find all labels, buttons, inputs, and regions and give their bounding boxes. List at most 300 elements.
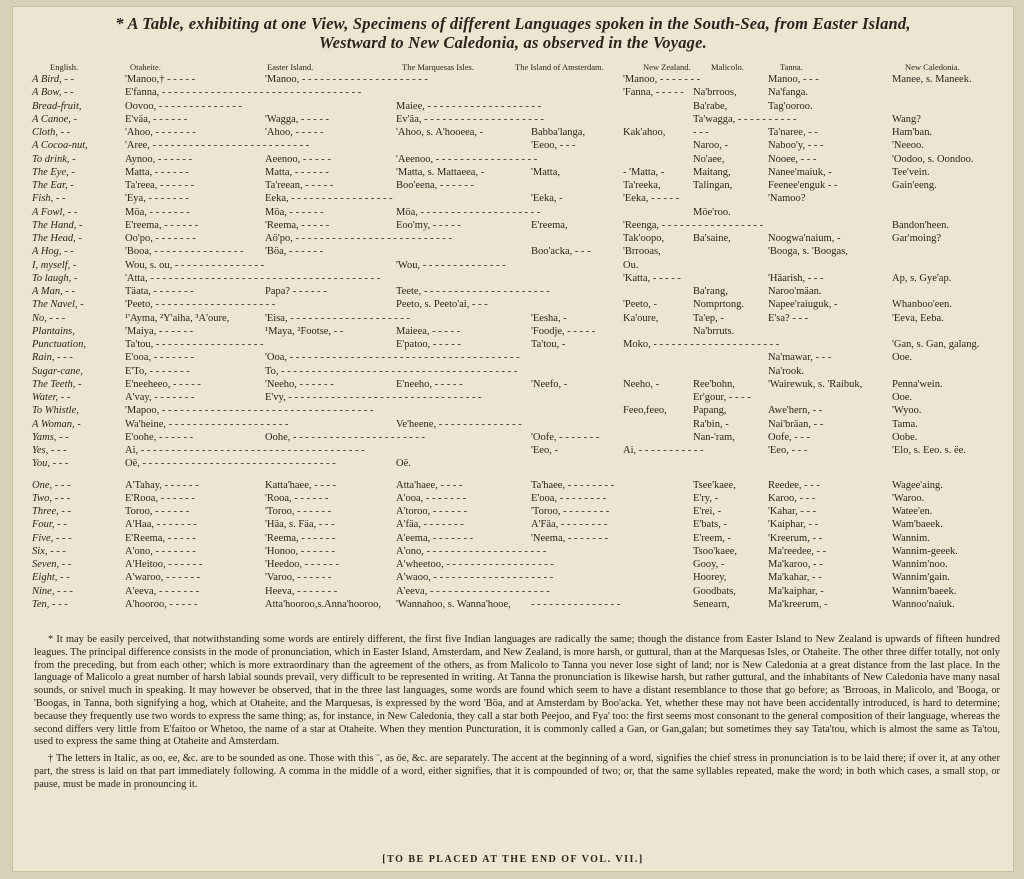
translation-cell: E'reema,	[531, 219, 568, 231]
table-row	[12, 545, 1014, 558]
translation-cell: Ka'oure,	[623, 312, 659, 324]
translation-cell: Oë, - - - - - - - - - - - - - - - - - - - - - - - - - - - - - - - -	[125, 458, 336, 470]
english-word: Yes, - - -	[32, 445, 67, 456]
translation-cell: 'Oodoo, s. Oondoo.	[892, 153, 974, 165]
translation-cell: E'patoo, - - - - -	[396, 339, 461, 350]
translation-cell: E'Rooa, - - - - - -	[125, 492, 195, 504]
translation-cell: 'Wannahoo, s. Wanna'hooe,	[396, 598, 511, 610]
translation-cell: Nomprtong.	[693, 299, 745, 311]
translation-cell: E'väa, - - - - - -	[125, 113, 188, 125]
translation-cell: 'Foodje, - - - - -	[531, 325, 596, 337]
translation-cell: 'Aeenoo, - - - - - - - - - - - - - - - - -	[396, 153, 538, 165]
table-row	[12, 444, 1014, 457]
translation-cell: Wannim-geeek.	[892, 545, 958, 557]
table-row	[12, 179, 1014, 192]
translation-cell: Ap, s. Gye'ap.	[892, 272, 952, 284]
table-row	[12, 365, 1014, 378]
english-word: One, - - -	[32, 479, 71, 491]
english-word: Nine, - - -	[32, 585, 73, 597]
english-word: The Eye, -	[32, 166, 75, 178]
translation-cell: A'hooroo, - - - - -	[125, 598, 198, 610]
table-row	[12, 126, 1014, 139]
english-word: A Hog, - -	[32, 246, 74, 258]
translation-cell: Naroo, -	[693, 140, 728, 152]
translation-cell: Ma'kaiphar, -	[768, 585, 824, 597]
title-line-1: * A Table, exhibiting at one View, Specimens of different Languages spoken in the South-Sea, from Easter Island,	[115, 14, 911, 33]
table-row	[12, 391, 1014, 404]
translation-cell: E'rei, -	[693, 506, 722, 517]
table-row	[12, 139, 1014, 152]
english-word: Six, - - -	[32, 545, 66, 557]
table-row	[12, 219, 1014, 232]
translation-cell: To, - - - - - - - - - - - - - - - - - - - - - - - - - - - - - - - - - - - - - - -	[265, 365, 518, 377]
translation-cell: 'Neeoo.	[892, 140, 924, 152]
english-word: Seven, - -	[32, 559, 72, 570]
translation-cell: E'ooa, - - - - - - - -	[531, 492, 607, 504]
english-word: You, - - -	[32, 458, 69, 470]
table-row	[12, 518, 1014, 531]
translation-cell: 'Maiya, - - - - - -	[125, 325, 194, 337]
translation-cell: Ta'reea, - - - - - -	[125, 180, 195, 191]
translation-cell: 'Katta, - - - - -	[623, 272, 681, 284]
translation-cell: Boo'eena, - - - - - -	[396, 180, 474, 191]
translation-cell: Boo'acka, - - -	[531, 246, 591, 258]
translation-cell: E'reema, - - - - - -	[125, 219, 199, 231]
translation-cell: Tama.	[892, 418, 918, 430]
translation-cell: 'Eeva, Eeba.	[892, 312, 944, 324]
translation-cell: Oo'po, - - - - - - -	[125, 233, 196, 244]
translation-cell: Ma'kreerum, -	[768, 598, 828, 610]
translation-cell: Neeho, -	[623, 378, 660, 390]
english-word: Fish, - -	[32, 193, 66, 205]
translation-cell: 'Eesha, -	[531, 312, 567, 324]
table-row	[12, 338, 1014, 351]
translation-cell: 'Kaiphar, - -	[768, 519, 819, 531]
english-word: Plantains,	[32, 325, 75, 337]
translation-cell: Gar'moing?	[892, 233, 942, 244]
translation-cell: Oovoo, - - - - - - - - - - - - - -	[125, 100, 242, 112]
translation-cell: Papa? - - - - - -	[265, 286, 327, 297]
translation-cell: Maieea, - - - - -	[396, 325, 461, 337]
translation-cell: Wa'heine, - - - - - - - - - - - - - - - - - - - -	[125, 418, 289, 430]
translation-cell: A'waoo, - - - - - - - - - - - - - - - - - - - -	[396, 572, 554, 584]
translation-cell: Ba'rang,	[693, 286, 728, 297]
translation-cell: E'fanna, - - - - - - - - - - - - - - - - - - - - - - - - - - - - - - - - -	[125, 87, 362, 99]
translation-cell: 'Eeka, -	[531, 193, 563, 205]
translation-cell: A'Fäa, - - - - - - - -	[531, 519, 608, 531]
english-word: A Cocoa-nut,	[32, 140, 88, 152]
translation-cell: A'wheetoo, - - - - - - - - - - - - - - - - - -	[396, 559, 554, 570]
translation-cell: 'Wou, - - - - - - - - - - - - - -	[396, 259, 506, 271]
translation-cell: Möa, - - - - - - - - - - - - - - - - - - - -	[396, 206, 541, 218]
translation-cell: Matta, - - - - - -	[265, 166, 329, 178]
footnote-star: * It may be easily perceived, that notwithstanding some words are entirely different, the first five Indian languages are radically the same; though the distance from Easter Island to New Zealand is upwards of fifteen hundred leagues. The principal difference consists in the mode of pronunciation, which in Easter Island, Amsterdam, and New Zealand, is more harsh, or guttural, than at the Marquesas Isles, or Otaheite. The other three differ totally, not only from the preceding, but from each other; which is more extraordinary than the agreement of the others, as from Malicolo to Tanna you never lose sight of land; nor is New Caledonia at a great distance from the last place. In the language of Malicolo a great number of harsh labial sounds prevail, very difficult to be represented in writing. At Tanna the pronunciation is likewise harsh, but rather guttural, and the inhabitants of New Caledonia have many nasal sounds, or snivel much in speaking. It may however be observed, that in the three last languages, some words are found which seem to have a distant resemblance to those that go before; as 'Brrooas, in Malicolo, and 'Booga, or 'Boogas, in Tanna, both signifying a hog, which at Otaheite, and the Marquesas, is expressed by the word 'Böa, and at Amsterdam by Boo'acka. Yet, whether these may not have been accidentally introduced, is hard to determine; because they frequently use two words to express the same thing; as, for instance, in New Caledonia, they call a star both Peejoo, and Fya' too: the first seems most consonant to the general composition of their language, whereas the second differs very little from E'faitoo or Whetoo, the name of a star at Otaheite. When they mention Puncturation, it is commonly called a Gan, or Gan,galan; but sometimes they say Tata'tou, which is almost the same as Ta'tou, used to express the same thing at Otaheite and Amsterdam.	[34, 634, 1000, 748]
translation-cell: 'Matta, s. Mattaeea, -	[396, 166, 485, 178]
translation-cell: 'Ooa, - - - - - - - - - - - - - - - - - - - - - - - - - - - - - - - - - - - - - -	[265, 352, 520, 364]
translation-cell: Naboo'y, - - -	[768, 140, 824, 152]
translation-cell: Feeo,feeo,	[623, 405, 667, 417]
english-word: The Navel, -	[32, 299, 84, 311]
translation-cell: Senearn,	[693, 598, 730, 610]
translation-cell: Wannim'noo.	[892, 559, 948, 570]
table-row	[12, 571, 1014, 584]
english-word: Three, - -	[32, 506, 71, 517]
translation-cell: 'Oofe, - - - - - - -	[531, 431, 600, 443]
column-header: The Marquesas Isles.	[402, 62, 474, 72]
footnotes	[34, 634, 1000, 796]
translation-cell: 'Toroo, - - - - - -	[265, 506, 332, 517]
translation-cell: A'Tahay, - - - - - -	[125, 479, 199, 491]
translation-cell: 'Eeka, - - - - -	[623, 193, 680, 205]
translation-cell: ¹'Ayma, ²Y'aiha, ³A'oure,	[125, 312, 230, 324]
column-header: Easter Island.	[267, 62, 314, 72]
english-word: To drink, -	[32, 153, 76, 165]
table-row	[12, 259, 1014, 272]
translation-cell: Atta'hooroo,s.Anna'hooroo,	[265, 598, 382, 610]
table-row	[12, 192, 1014, 205]
translation-cell: E'neeho, - - - - -	[396, 378, 463, 390]
english-word: A Woman, -	[32, 418, 81, 430]
translation-cell: Ta'haee, - - - - - - - -	[531, 479, 615, 491]
english-word: Five, - - -	[32, 532, 72, 544]
translation-cell: Maitang,	[693, 166, 731, 178]
translation-cell: No'aee,	[693, 153, 725, 165]
english-word: The Ear, -	[32, 180, 74, 191]
translation-cell: Ta'tou, -	[531, 339, 566, 350]
translation-cell: 'Kreerum, - -	[768, 532, 823, 544]
translation-cell: A'ooa, - - - - - - -	[396, 492, 467, 504]
translation-cell: Karoo, - - -	[768, 492, 816, 504]
translation-cell: E'sa? - - -	[768, 312, 809, 324]
english-word: A Man, - -	[32, 286, 75, 297]
translation-cell: 'Neefo, -	[531, 378, 568, 390]
translation-cell: Ta'tou, - - - - - - - - - - - - - - - - - -	[125, 339, 264, 350]
column-header: Malicolo.	[711, 62, 744, 72]
english-word: Two, - - -	[32, 492, 71, 504]
translation-cell: Penna'wein.	[892, 378, 943, 390]
english-word: Sugar-cane,	[32, 365, 83, 377]
translation-cell: 'Booa, - - - - - - - - - - - - - - -	[125, 246, 244, 258]
translation-cell: Goodbats,	[693, 585, 736, 597]
translation-cell: Aynoo, - - - - - -	[125, 153, 192, 165]
footnote-dagger: † The letters in Italic, as oo, ee, &c. are to be sounded as one. Those with this ¨, as öe, &c. are separately. The accent at the beginning of a word, signifies the chief stress in pronunciation is to be laid there; if over it, at any other part, the stress is laid on that part immediately following. A comma in the middle of a word, either signifies, that it is compounded of two; or, that the same syllables repeated, make the word; in both which cases, a small stop, or pause, must be made in pronouncing it.	[34, 753, 1000, 790]
translation-cell: Nooee, - - -	[768, 153, 817, 165]
translation-cell: 'Gan, s. Gan, galang.	[892, 339, 980, 350]
translation-cell: Tak'oopo,	[623, 233, 665, 244]
table-row	[12, 505, 1014, 518]
translation-cell: Gooy, -	[693, 559, 725, 570]
translation-cell: Maiee, - - - - - - - - - - - - - - - - - - -	[396, 100, 542, 112]
translation-cell: Ma'karoo, - -	[768, 559, 823, 570]
table-row	[12, 113, 1014, 126]
translation-cell: 'Manoo,† - - - - -	[125, 74, 196, 85]
translation-cell: Talingan,	[693, 180, 733, 191]
translation-cell: Feenee'enguk - -	[768, 180, 838, 191]
translation-cell: 'Eeo, - - -	[768, 445, 808, 456]
translation-cell: Teete, - - - - - - - - - - - - - - - - - - - - -	[396, 286, 550, 297]
translation-cell: 'Eeoo, - - -	[531, 140, 576, 152]
translation-cell: Möe'roo.	[693, 206, 731, 218]
translation-cell: Babba'langa,	[531, 127, 586, 138]
translation-cell: Oë.	[396, 458, 411, 470]
table-row	[12, 298, 1014, 311]
english-word: Rain, - - -	[32, 352, 73, 364]
table-row	[12, 312, 1014, 325]
translation-cell: Naroo'mäan.	[768, 286, 822, 297]
translation-cell: 'Manoo, - - - - - - -	[623, 74, 701, 85]
translation-cell: 'Peeto, -	[623, 299, 657, 311]
english-word: I, myself, -	[32, 259, 77, 271]
document-page	[12, 6, 1014, 872]
translation-cell: 'Häa, s. Fäa, - - -	[265, 519, 335, 531]
translation-cell: 'Namoo?	[768, 193, 806, 205]
english-word: Eight, - -	[32, 572, 70, 584]
english-word: Yams, - -	[32, 431, 69, 443]
table-row	[12, 418, 1014, 431]
english-word: A Canoe, -	[32, 113, 78, 125]
translation-cell: 'Elo, s. Eeo. s. ëe.	[892, 445, 966, 456]
translation-cell: Hoorey,	[693, 572, 727, 584]
translation-cell: Atta'haee, - - - -	[396, 479, 463, 491]
translation-cell: Wannim.	[892, 532, 930, 544]
table-row	[12, 351, 1014, 364]
translation-cell: Nanee'maiuk, -	[768, 166, 832, 178]
translation-cell: Ev'äa, - - - - - - - - - - - - - - - - - - - -	[396, 113, 544, 125]
translation-cell: 'Eeo, -	[531, 445, 558, 456]
translation-cell: Ta'reeka,	[623, 180, 661, 191]
translation-cell: 'Ahoo, - - - - -	[265, 127, 324, 138]
translation-cell: - - - - - - - - - - - - - - -	[531, 598, 621, 610]
page-title	[12, 14, 1014, 52]
translation-cell: A'ono, - - - - - - -	[125, 545, 196, 557]
translation-cell: Ma'kahar, - -	[768, 572, 822, 584]
translation-cell: Tsee'kaee,	[693, 479, 736, 491]
english-word: Punctuation,	[32, 339, 86, 350]
column-header: New Zealand.	[643, 62, 691, 72]
translation-cell: Na'rook.	[768, 365, 805, 377]
english-word: To Whistle,	[32, 405, 79, 417]
translation-cell: 'Fanna, - - - - -	[623, 87, 684, 99]
translation-cell: Reedee, - - -	[768, 479, 820, 491]
table-row	[12, 457, 1014, 470]
table-row	[12, 232, 1014, 245]
translation-cell: Na'fanga.	[768, 87, 809, 99]
english-word: Cloth, - -	[32, 127, 71, 138]
translation-cell: Ta'wagga, - - - - - - - - - -	[693, 113, 797, 125]
translation-cell: Manoo, - - -	[768, 74, 819, 85]
translation-cell: Oofe, - - -	[768, 431, 810, 443]
translation-cell: Ai, - - - - - - - - - - - - - - - - - - - - - - - - - - - - - - - - - - - - -	[125, 445, 365, 456]
translation-cell: Watee'en.	[892, 506, 933, 517]
english-word: Bread-fruit,	[32, 100, 82, 112]
translation-cell: - 'Matta, -	[623, 166, 665, 178]
translation-cell: A'eema, - - - - - - -	[396, 532, 474, 544]
table-row	[12, 492, 1014, 505]
translation-cell: 'Honoo, - - - - - -	[265, 545, 335, 557]
translation-cell: Tee'vein.	[892, 166, 930, 178]
translation-cell: E'neeheeo, - - - - -	[125, 378, 201, 390]
translation-cell: Na'brroos,	[693, 87, 737, 99]
translation-cell: Awe'hern, - -	[768, 405, 823, 417]
column-header: Tanna.	[780, 62, 803, 72]
translation-cell: A'Haa, - - - - - - -	[125, 519, 197, 531]
translation-cell: 'Mapoo, - - - - - - - - - - - - - - - - - - - - - - - - - - - - - - - - - - -	[125, 405, 374, 417]
translation-cell: E'reem, -	[693, 532, 732, 544]
translation-cell: Na'brruts.	[693, 325, 735, 337]
translation-cell: Ta'naree, - -	[768, 127, 818, 138]
column-header: The Island of Amsterdam.	[515, 62, 604, 72]
translation-cell: 'Reema, - - - - - -	[265, 532, 336, 544]
english-word: The Head, -	[32, 233, 82, 244]
translation-cell: Ve'heene, - - - - - - - - - - - - - -	[396, 418, 522, 430]
table-row	[12, 479, 1014, 492]
translation-cell: E'vy, - - - - - - - - - - - - - - - - - - - - - - - - - - - - - - - -	[265, 392, 482, 403]
title-line-2: Westward to New Caledonia, as observed in the Voyage.	[319, 33, 707, 52]
translation-cell: 'Reema, - - - - -	[265, 219, 330, 231]
translation-cell: E'bats, -	[693, 519, 727, 531]
translation-cell: Eoo'my, - - - - -	[396, 219, 461, 231]
translation-cell: Ou.	[623, 259, 639, 271]
english-word: To laugh, -	[32, 272, 78, 284]
translation-cell: Ta'reean, - - - - -	[265, 180, 334, 191]
translation-cell: 'Atta, - - - - - - - - - - - - - - - - - - - - - - - - - - - - - - - - - - - - - -	[125, 272, 381, 284]
translation-cell: Aö'po, - - - - - - - - - - - - - - - - - - - - - - - - - -	[265, 233, 453, 244]
placement-note: [TO BE PLACED AT THE END OF VOL. VII.]	[382, 854, 644, 865]
translation-cell: Wannim'baeek.	[892, 585, 957, 597]
translation-cell: Nai'bräan, - -	[768, 418, 824, 430]
english-word: A Fowl, - -	[32, 206, 78, 218]
translation-cell: Ham'ban.	[892, 127, 933, 138]
translation-cell: Wannim'gain.	[892, 572, 950, 584]
table-row	[12, 86, 1014, 99]
translation-cell: Noogwa'naium, -	[768, 233, 841, 244]
translation-cell: 'Wagga, - - - - -	[265, 113, 330, 125]
translation-cell: Whanboo'een.	[892, 299, 952, 311]
translation-cell: Wam'baeek.	[892, 519, 943, 531]
translation-cell: Ooe.	[892, 352, 913, 364]
table-row	[12, 245, 1014, 258]
english-word: Water, - -	[32, 392, 71, 403]
translation-cell: Moko, - - - - - - - - - - - - - - - - - - - - -	[623, 339, 780, 350]
english-word: Ten, - - -	[32, 598, 68, 610]
table-row	[12, 404, 1014, 417]
translation-cell: 'Böa, - - - - - -	[265, 246, 324, 258]
translation-cell: Er'gour, - - - -	[693, 392, 751, 403]
translation-cell: 'Wyoo.	[892, 405, 922, 417]
translation-cell: 'Matta,	[531, 166, 561, 178]
table-row	[12, 325, 1014, 338]
table-row	[12, 558, 1014, 571]
column-header: Otaheite.	[130, 62, 161, 72]
translation-cell: Ai, - - - - - - - - - - -	[623, 445, 704, 456]
table-row	[12, 598, 1014, 611]
translation-cell: A'toroo, - - - - - -	[396, 506, 467, 517]
translation-cell: Ree'bohn,	[693, 378, 735, 390]
translation-cell: Ba'rabe,	[693, 100, 728, 112]
translation-cell: Katta'haee, - - - -	[265, 479, 336, 491]
table-row	[12, 431, 1014, 444]
translation-cell: 'Neeho, - - - - - -	[265, 378, 334, 390]
translation-cell: Na'mawar, - - -	[768, 352, 832, 364]
table-row	[12, 153, 1014, 166]
english-word: The Teeth, -	[32, 378, 82, 390]
translation-cell: 'Neema, - - - - - - -	[531, 532, 609, 544]
translation-cell: Papang,	[693, 405, 727, 417]
translation-cell: Napee'raiuguk, -	[768, 299, 838, 311]
translation-cell: A'waroo, - - - - - -	[125, 572, 201, 584]
translation-cell: A'fäa, - - - - - - -	[396, 519, 464, 531]
translation-cell: A'eeva, - - - - - - -	[125, 585, 200, 597]
english-word: A Bird, - -	[32, 74, 74, 85]
translation-cell: Oohe, - - - - - - - - - - - - - - - - - - - - - -	[265, 431, 426, 443]
translation-cell: A'eeva, - - - - - - - - - - - - - - - - - - - -	[396, 585, 550, 597]
translation-cell: E'Reema, - - - - -	[125, 532, 196, 544]
translation-cell: E'ooa, - - - - - - -	[125, 352, 194, 364]
table-row	[12, 206, 1014, 219]
translation-cell: 'Wairewuk, s. 'Raibuk,	[768, 378, 863, 390]
english-word: A Bow, - -	[32, 87, 74, 99]
table-row	[12, 73, 1014, 86]
translation-cell: A'Heitoo, - - - - - -	[125, 559, 203, 570]
translation-cell: Täata, - - - - - - -	[125, 286, 194, 297]
translation-cell: Eeka, - - - - - - - - - - - - - - - - -	[265, 193, 393, 205]
translation-cell: 'Waroo.	[892, 492, 925, 504]
english-word: Four, - -	[32, 519, 67, 531]
table-row	[12, 378, 1014, 391]
translation-cell: 'Varoo, - - - - - -	[265, 572, 332, 584]
translation-cell: Peeto, s. Peeto'ai, - - -	[396, 299, 488, 311]
english-word: No, - - -	[32, 312, 66, 324]
translation-cell: Kak'ahoo,	[623, 127, 666, 138]
translation-cell: ¹Maya, ²Footse, - -	[265, 325, 344, 337]
translation-cell: E'oohe, - - - - - -	[125, 431, 194, 443]
translation-cell: Ta'ep, -	[693, 312, 724, 324]
translation-cell: E'ry, -	[693, 492, 719, 504]
translation-cell: 'Peeto, - - - - - - - - - - - - - - - - - - - -	[125, 299, 276, 311]
translation-cell: Wagee'aing.	[892, 479, 943, 491]
translation-cell: Gain'eeng.	[892, 180, 937, 191]
translation-cell: 'Manoo, - - - - - - - - - - - - - - - - - - - - -	[265, 74, 428, 85]
english-word: The Hand, -	[32, 219, 83, 231]
table-row	[12, 285, 1014, 298]
translation-cell: Ooe.	[892, 392, 913, 403]
translation-cell: 'Eisa, - - - - - - - - - - - - - - - - - - - -	[265, 312, 411, 324]
translation-cell: Wou, s. ou, - - - - - - - - - - - - - - -	[125, 259, 265, 271]
translation-cell: Heeva, - - - - - - -	[265, 585, 338, 597]
table-row	[12, 272, 1014, 285]
column-header: New Caledonia.	[905, 62, 960, 72]
table-row	[12, 585, 1014, 598]
translation-cell: Manee, s. Maneek.	[892, 74, 972, 85]
translation-cell: 'Rooa, - - - - - -	[265, 492, 329, 504]
translation-cell: Ra'bin, -	[693, 418, 729, 430]
translation-cell: Wang?	[892, 113, 921, 125]
translation-cell: 'Ahoo, - - - - - - -	[125, 127, 196, 138]
translation-cell: Matta, - - - - - -	[125, 166, 189, 178]
translation-cell: A'ono, - - - - - - - - - - - - - - - - - - - -	[396, 545, 547, 557]
translation-cell: Wannoo'naiuk.	[892, 598, 955, 610]
translation-cell: 'Häarish, - - -	[768, 272, 824, 284]
table-row	[12, 100, 1014, 113]
table-row	[12, 532, 1014, 545]
translation-cell: Ba'saine,	[693, 233, 731, 244]
translation-cell: Möa, - - - - - -	[265, 206, 324, 218]
translation-cell: Toroo, - - - - - -	[125, 506, 190, 517]
translation-cell: - - -	[693, 127, 709, 138]
translation-cell: Tag'ooroo.	[768, 100, 813, 112]
translation-cell: 'Toroo, - - - - - - - -	[531, 506, 610, 517]
translation-cell: 'Kahar, - - -	[768, 506, 817, 517]
